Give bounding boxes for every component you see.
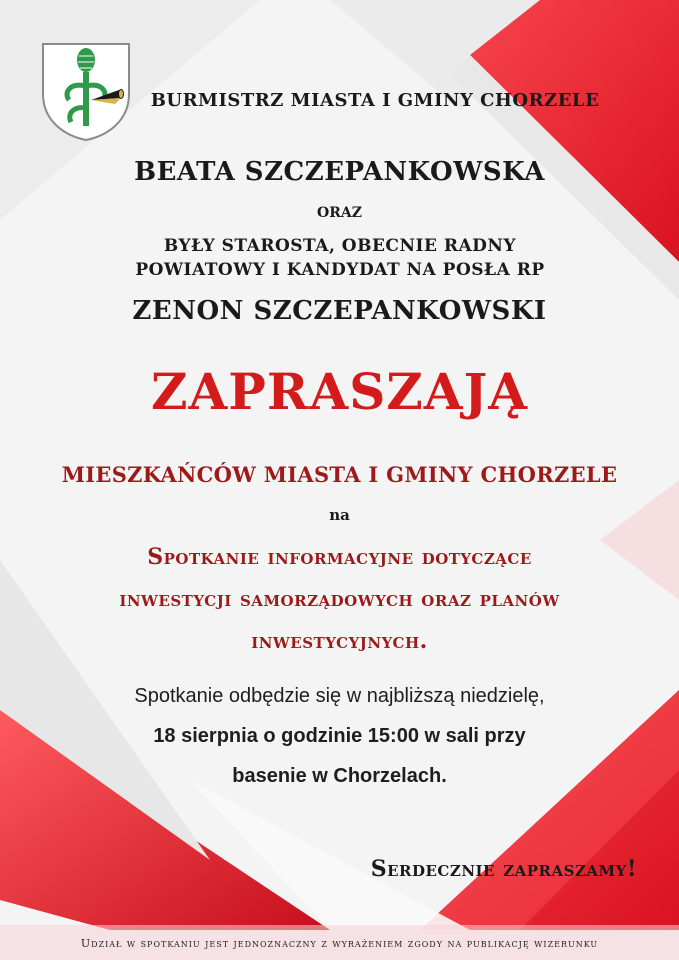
second-host-name: ZENON SZCZEPANKOWSKI	[132, 296, 547, 326]
meeting-line-1: Spotkanie informacyjne dotyczące	[147, 544, 532, 570]
mayor-title: BURMISTRZ MIASTA I GMINY CHORZELE	[150, 90, 600, 111]
second-host-title: BYŁY STAROSTA, OBECNIE RADNY POWIATOWY I KANDYDAT NA POSŁA RP	[135, 236, 545, 280]
details-line-2: 18 sierpnia o godzinie 15:00 w sali przy	[153, 725, 526, 747]
footer-notice: Udział w spotkaniu jest jednoznaczny z wyrażeniem zgody na publikację wizerunku	[80, 937, 599, 950]
closing-text: Serdecznie zapraszamy!	[370, 856, 637, 882]
details-line-3: basenie w Chorzelach.	[232, 765, 447, 787]
audience-text: MIESZKAŃCÓW MIASTA I GMINY CHORZELE	[61, 462, 618, 487]
details-line-1: Spotkanie odbędzie się w najbliższą niedzielę,	[134, 685, 545, 707]
meeting-description	[0, 536, 679, 662]
invite-headline: ZAPRASZAJĄ	[150, 362, 529, 421]
meeting-line-3: inwestycyjnych.	[251, 628, 428, 654]
conjunction-text: ORAZ	[317, 205, 362, 221]
mayor-name: BEATA SZCZEPANKOWSKA	[134, 157, 545, 187]
preposition-text: na	[329, 506, 350, 524]
event-details	[0, 676, 679, 796]
meeting-line-2: inwestycji samorządowych oraz planów	[119, 586, 560, 612]
